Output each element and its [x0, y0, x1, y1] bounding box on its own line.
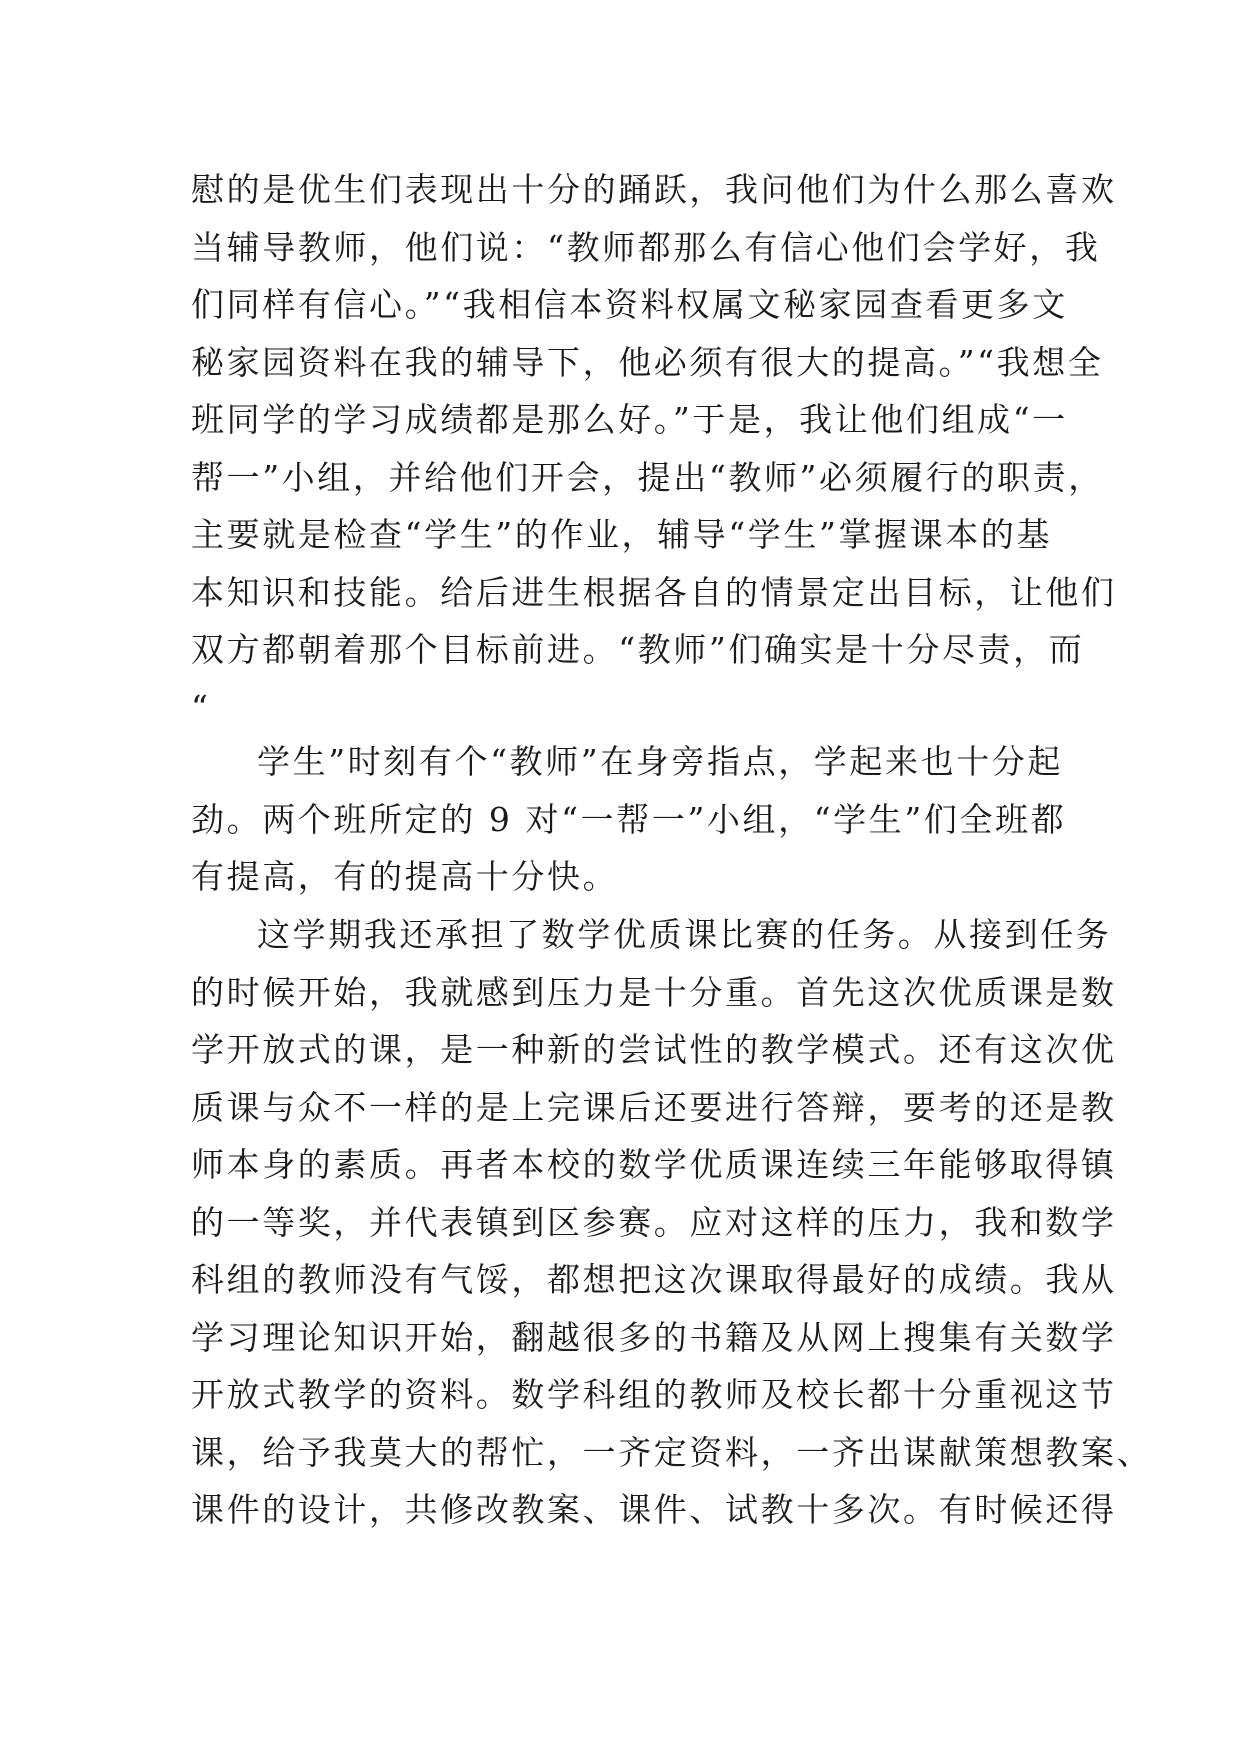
text-line: 有提高，有的提高十分快。 [191, 857, 619, 896]
text-line: 主要就是检查“学生”的作业，辅导“学生”掌握课本的基 [191, 515, 1053, 554]
text-line: 开放式教学的资料。数学科组的教师及校长都十分重视这节 [191, 1375, 1117, 1414]
text-line: 班同学的学习成绩都是那么好。”于是，我让他们组成“一 [191, 400, 1068, 439]
paragraph-2 [191, 733, 1067, 906]
text-line: 双方都朝着那个目标前进。“教师”们确实是十分尽责，而 [191, 630, 1085, 669]
text-line: 们同样有信心。”“我相信本资料权属文秘家园查看更多文 [191, 285, 1068, 324]
text-line: 帮一”小组，并给他们开会，提出“教师”必须履行的职责， [191, 457, 1104, 497]
text-line: 本知识和技能。给后进生根据各自的情景定出目标，让他们 [191, 572, 1117, 612]
text-line: 学习理论知识开始，翻越很多的书籍及从网上搜集有关数学 [191, 1317, 1117, 1357]
text-line: 这学期我还承担了数学优质课比赛的任务。从接到任务 [257, 915, 1112, 954]
text-line: 学开放式的课，是一种新的尝试性的教学模式。还有这次优 [191, 1030, 1117, 1069]
text-line: 质课与众不一样的是上完课后还要进行答辩，要考的还是教 [191, 1087, 1117, 1127]
text-line: 慰的是优生们表现出十分的踊跃，我问他们为什么那么喜欢 [191, 170, 1117, 209]
text-line: 师本身的素质。再者本校的数学优质课连续三年能够取得镇 [191, 1145, 1117, 1184]
text-line: 秘家园资料在我的辅导下，他必须有很大的提高。”“我想全 [191, 342, 1104, 382]
text-line: 课件的设计，共修改教案、课件、试教十多次。有时候还得 [191, 1490, 1117, 1529]
paragraph-1 [191, 161, 1117, 736]
text-line: 学生”时刻有个“教师”在身旁指点，学起来也十分起 [257, 742, 1064, 781]
text-line: 课，给予我莫大的帮忙，一齐定资料，一齐出谋献策想教案、 [191, 1432, 1153, 1472]
text-line: 劲。两个班所定的 9 对“一帮一”小组，“学生”们全班都 [191, 799, 1067, 839]
text-line: 的时候开始，我就感到压力是十分重。首先这次优质课是数 [191, 972, 1117, 1012]
text-line: 科组的教师没有气馁，都想把这次课取得最好的成绩。我从 [191, 1260, 1117, 1299]
text-line: 的一等奖，并代表镇到区参赛。应对这样的压力，我和数学 [191, 1202, 1117, 1242]
text-line: “ [191, 687, 211, 727]
text-line: 当辅导教师，他们说：“教师都那么有信心他们会学好，我 [191, 227, 1101, 267]
paragraph-3 [191, 906, 1153, 1539]
